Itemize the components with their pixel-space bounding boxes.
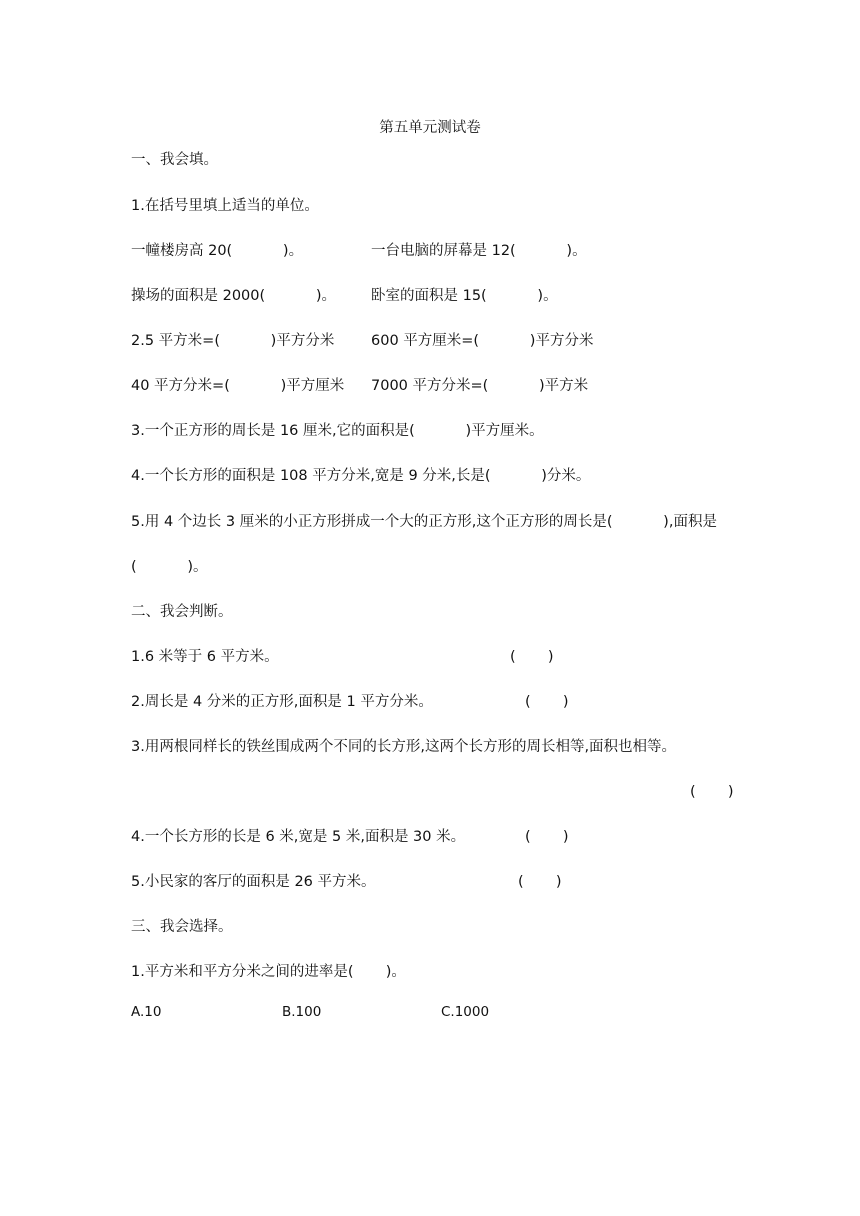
judge-item-4-text: 4.一个长方形的长是 6 米,宽是 5 米,面积是 30 米。 xyxy=(131,829,466,845)
q2-item-d: 7000 平方分米=( )平方米 xyxy=(371,378,589,394)
choice-option-c: C.1000 xyxy=(441,1004,490,1020)
judge-item-2-paren: ( ) xyxy=(525,694,569,710)
choice-option-b: B.100 xyxy=(282,1004,322,1020)
section3-heading: 三、我会选择。 xyxy=(131,919,233,935)
judge-item-1-paren: ( ) xyxy=(510,649,554,665)
section1-heading: 一、我会填。 xyxy=(131,152,218,168)
judge-item-5-text: 5.小民家的客厅的面积是 26 平方米。 xyxy=(131,874,376,890)
q2-item-c: 40 平方分米=( )平方厘米 xyxy=(131,378,345,394)
judge-item-2-text: 2.周长是 4 分米的正方形,面积是 1 平方分米。 xyxy=(131,694,433,710)
q3-text: 3.一个正方形的周长是 16 厘米,它的面积是( )平方厘米。 xyxy=(131,423,544,439)
judge-item-4-paren: ( ) xyxy=(525,829,569,845)
judge-item-1-text: 1.6 米等于 6 平方米。 xyxy=(131,649,279,665)
choice-q1-stem: 1.平方米和平方分米之间的进率是( )。 xyxy=(131,964,406,980)
judge-item-5-paren: ( ) xyxy=(518,874,562,890)
judge-item-3-paren: ( ) xyxy=(690,784,734,800)
q2-item-b: 600 平方厘米=( )平方分米 xyxy=(371,333,594,349)
q5-text-line1: 5.用 4 个边长 3 厘米的小正方形拼成一个大的正方形,这个正方形的周长是( ),面积是 xyxy=(131,514,717,530)
section2-heading: 二、我会判断。 xyxy=(131,604,233,620)
q5-text-line2: ( )。 xyxy=(131,559,208,575)
q1-item-d: 卧室的面积是 15( )。 xyxy=(371,288,558,304)
q1-item-c: 操场的面积是 2000( )。 xyxy=(131,288,337,304)
page-title: 第五单元测试卷 xyxy=(379,120,481,136)
choice-option-a: A.10 xyxy=(131,1004,162,1020)
q1-item-a: 一幢楼房高 20( )。 xyxy=(131,243,304,259)
judge-item-3-text: 3.用两根同样长的铁丝围成两个不同的长方形,这两个长方形的周长相等,面积也相等。 xyxy=(131,739,677,755)
q1-item-b: 一台电脑的屏幕是 12( )。 xyxy=(371,243,587,259)
q4-text: 4.一个长方形的面积是 108 平方分米,宽是 9 分米,长是( )分米。 xyxy=(131,468,591,484)
q2-item-a: 2.5 平方米=( )平方分米 xyxy=(131,333,335,349)
q1-stem: 1.在括号里填上适当的单位。 xyxy=(131,198,319,214)
